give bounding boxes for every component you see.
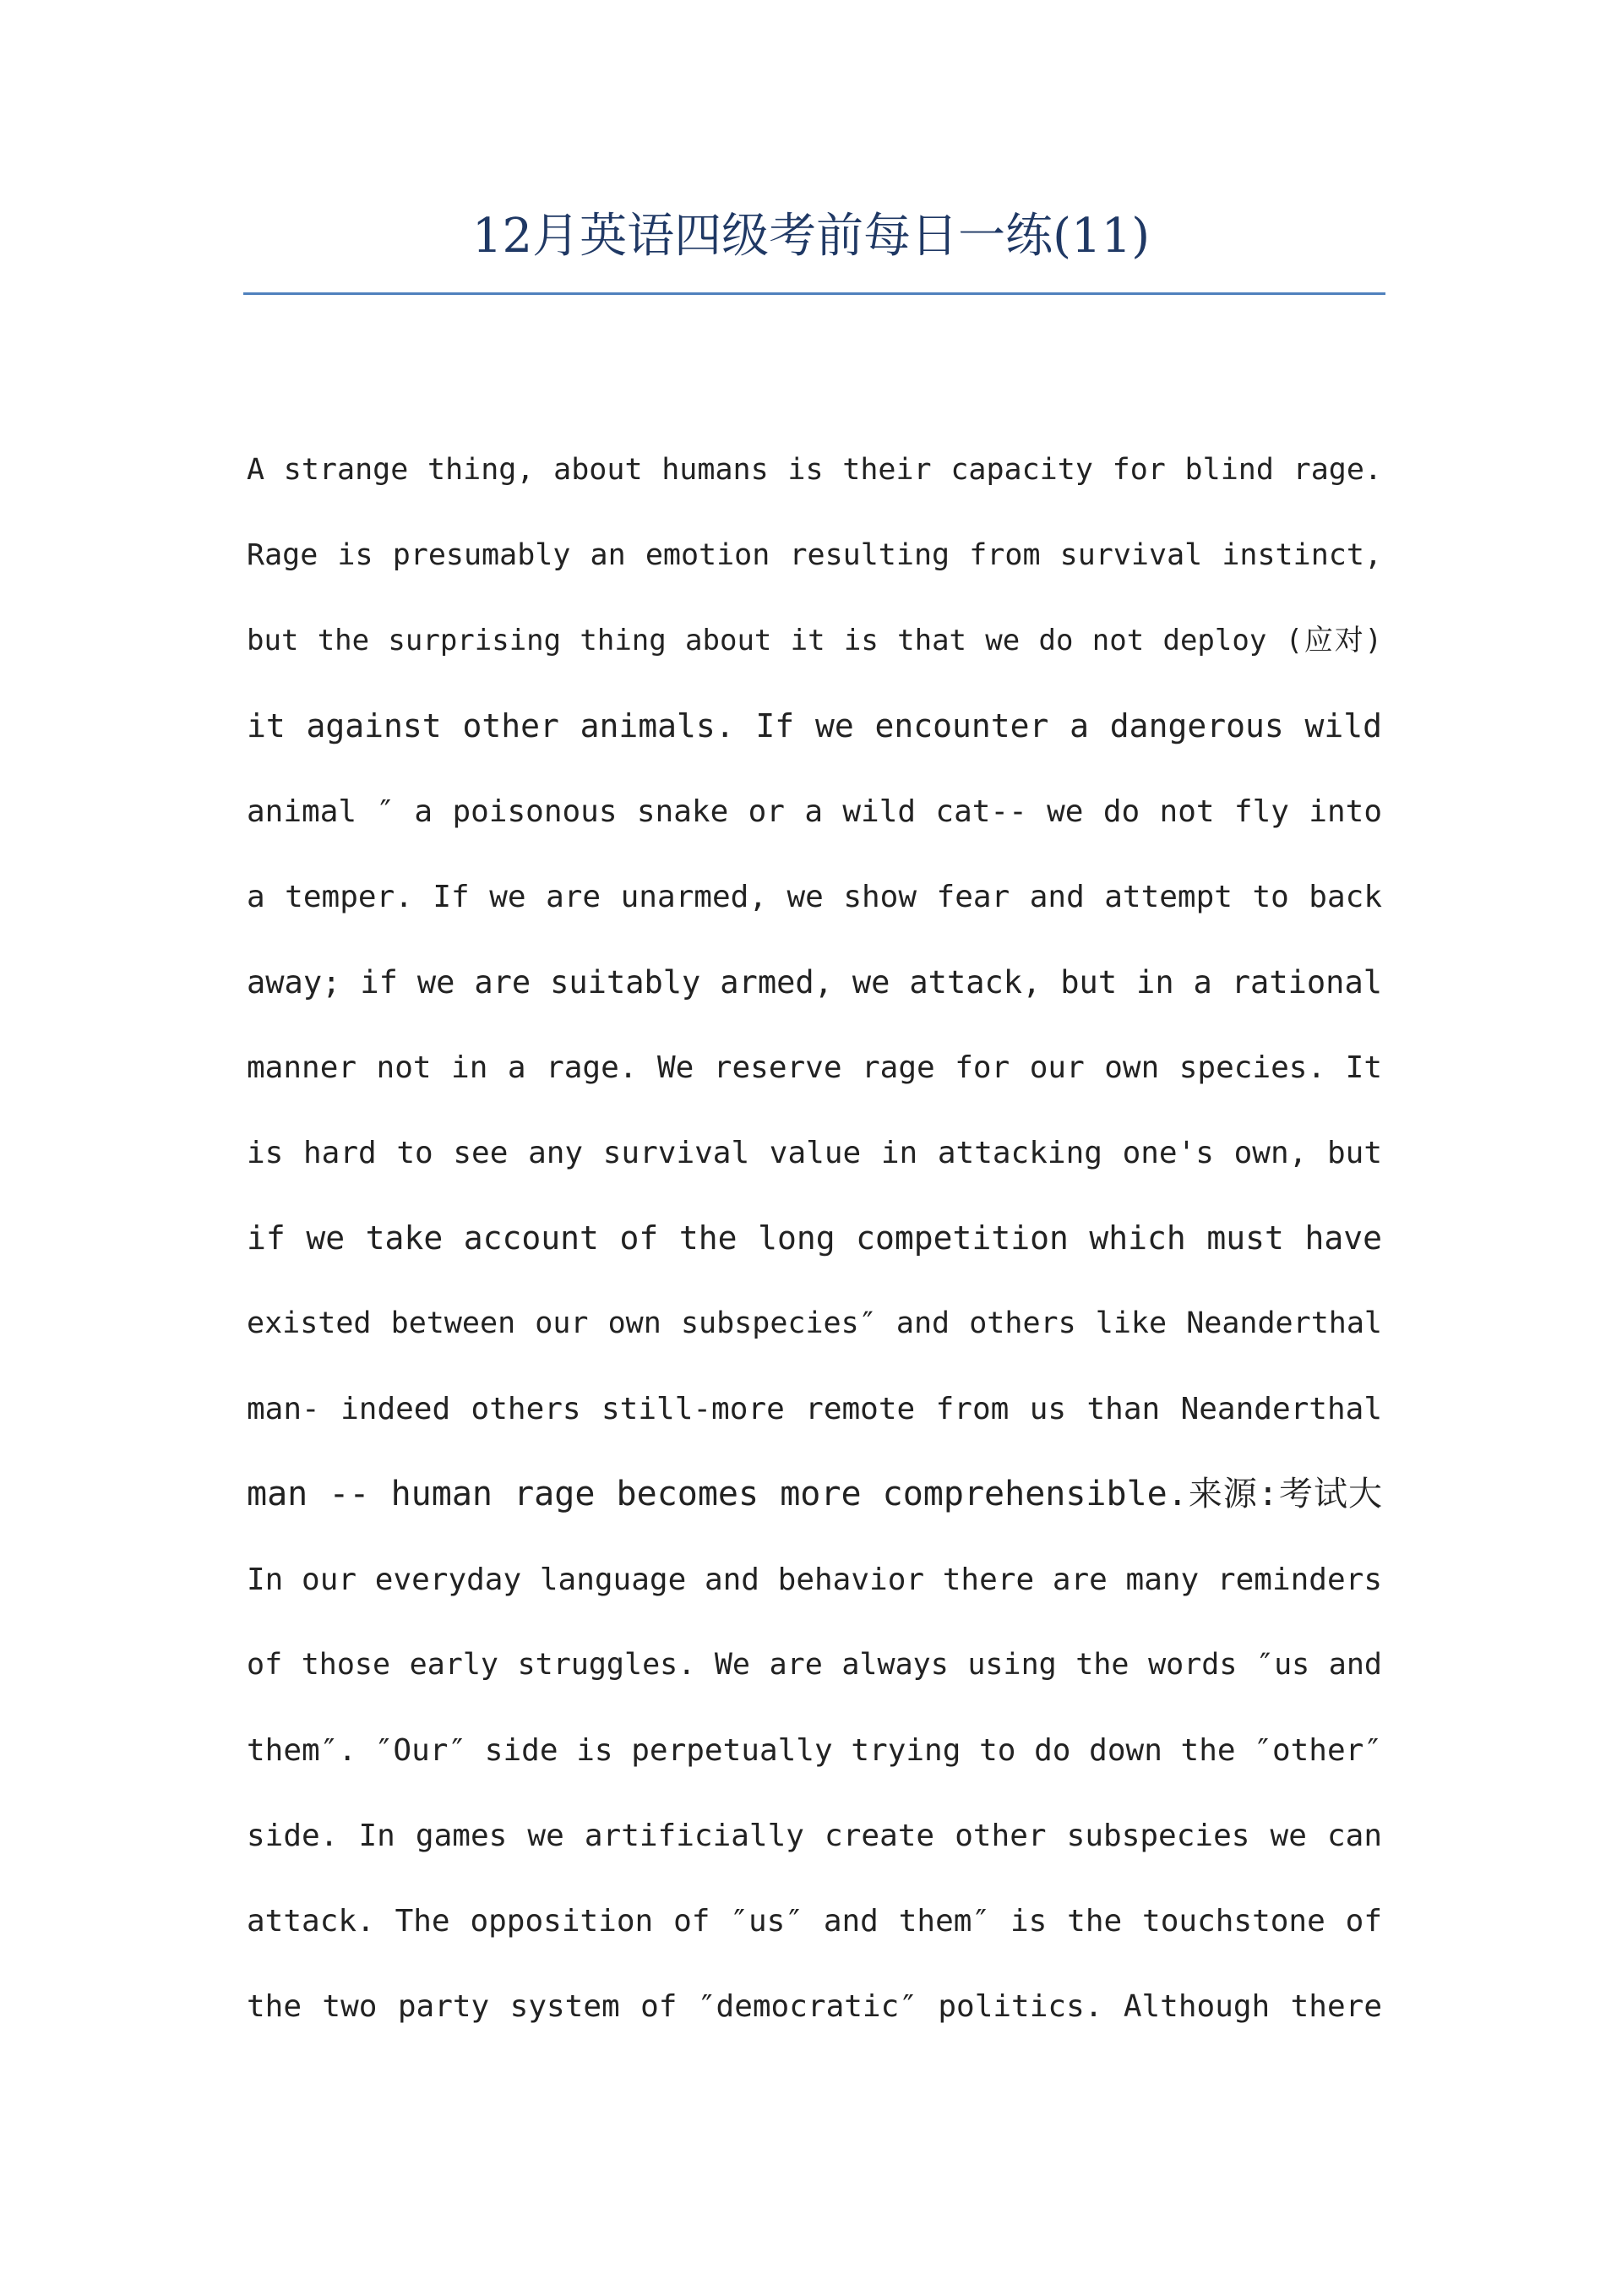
body-line: man- indeed others still-more remote from us than Neanderthal: [247, 1392, 1382, 1426]
body-line: In our everyday language and behavior there are many reminders: [247, 1562, 1382, 1597]
body-line: A strange thing, about humans is their capacity for blind rage.: [247, 453, 1382, 487]
body-line: existed between our own subspecies″ and others like Neanderthal: [247, 1306, 1382, 1340]
body-line: side. In games we artificially create other subspecies we can: [247, 1819, 1382, 1853]
body-line: Rage is presumably an emotion resulting from survival instinct,: [247, 538, 1382, 572]
document-body: [247, 428, 1382, 2049]
body-line: man -- human rage becomes more comprehensible.来源:考试大: [247, 1475, 1382, 1513]
body-line: is hard to see any survival value in attacking one's own, but: [247, 1136, 1382, 1170]
body-line: the two party system of ″democratic″ politics. Although there: [247, 1989, 1382, 2024]
body-line: manner not in a rage. We reserve rage for our own species. It: [247, 1050, 1382, 1085]
body-line: of those early struggles. We are always using the words ″us and: [247, 1648, 1382, 1682]
body-line: a temper. If we are unarmed, we show fear and attempt to back: [247, 880, 1382, 914]
document-title: 12月英语四级考前每日一练(11): [471, 209, 1151, 264]
body-line: them″. ″Our″ side is perpetually trying to do down the ″other″: [247, 1733, 1382, 1768]
body-line: animal ″ a poisonous snake or a wild cat-- we do not fly into: [247, 794, 1382, 829]
body-line: if we take account of the long competition which must have: [247, 1219, 1382, 1257]
title-underline: [243, 292, 1385, 295]
body-line: away; if we are suitably armed, we attack, but in a rational: [247, 964, 1382, 1001]
body-line: it against other animals. If we encounter a dangerous wild: [247, 707, 1382, 744]
body-line: but the surprising thing about it is that we do not deploy (应对): [247, 624, 1382, 657]
body-line: attack. The opposition of ″us″ and them″ is the touchstone of: [247, 1904, 1382, 1939]
